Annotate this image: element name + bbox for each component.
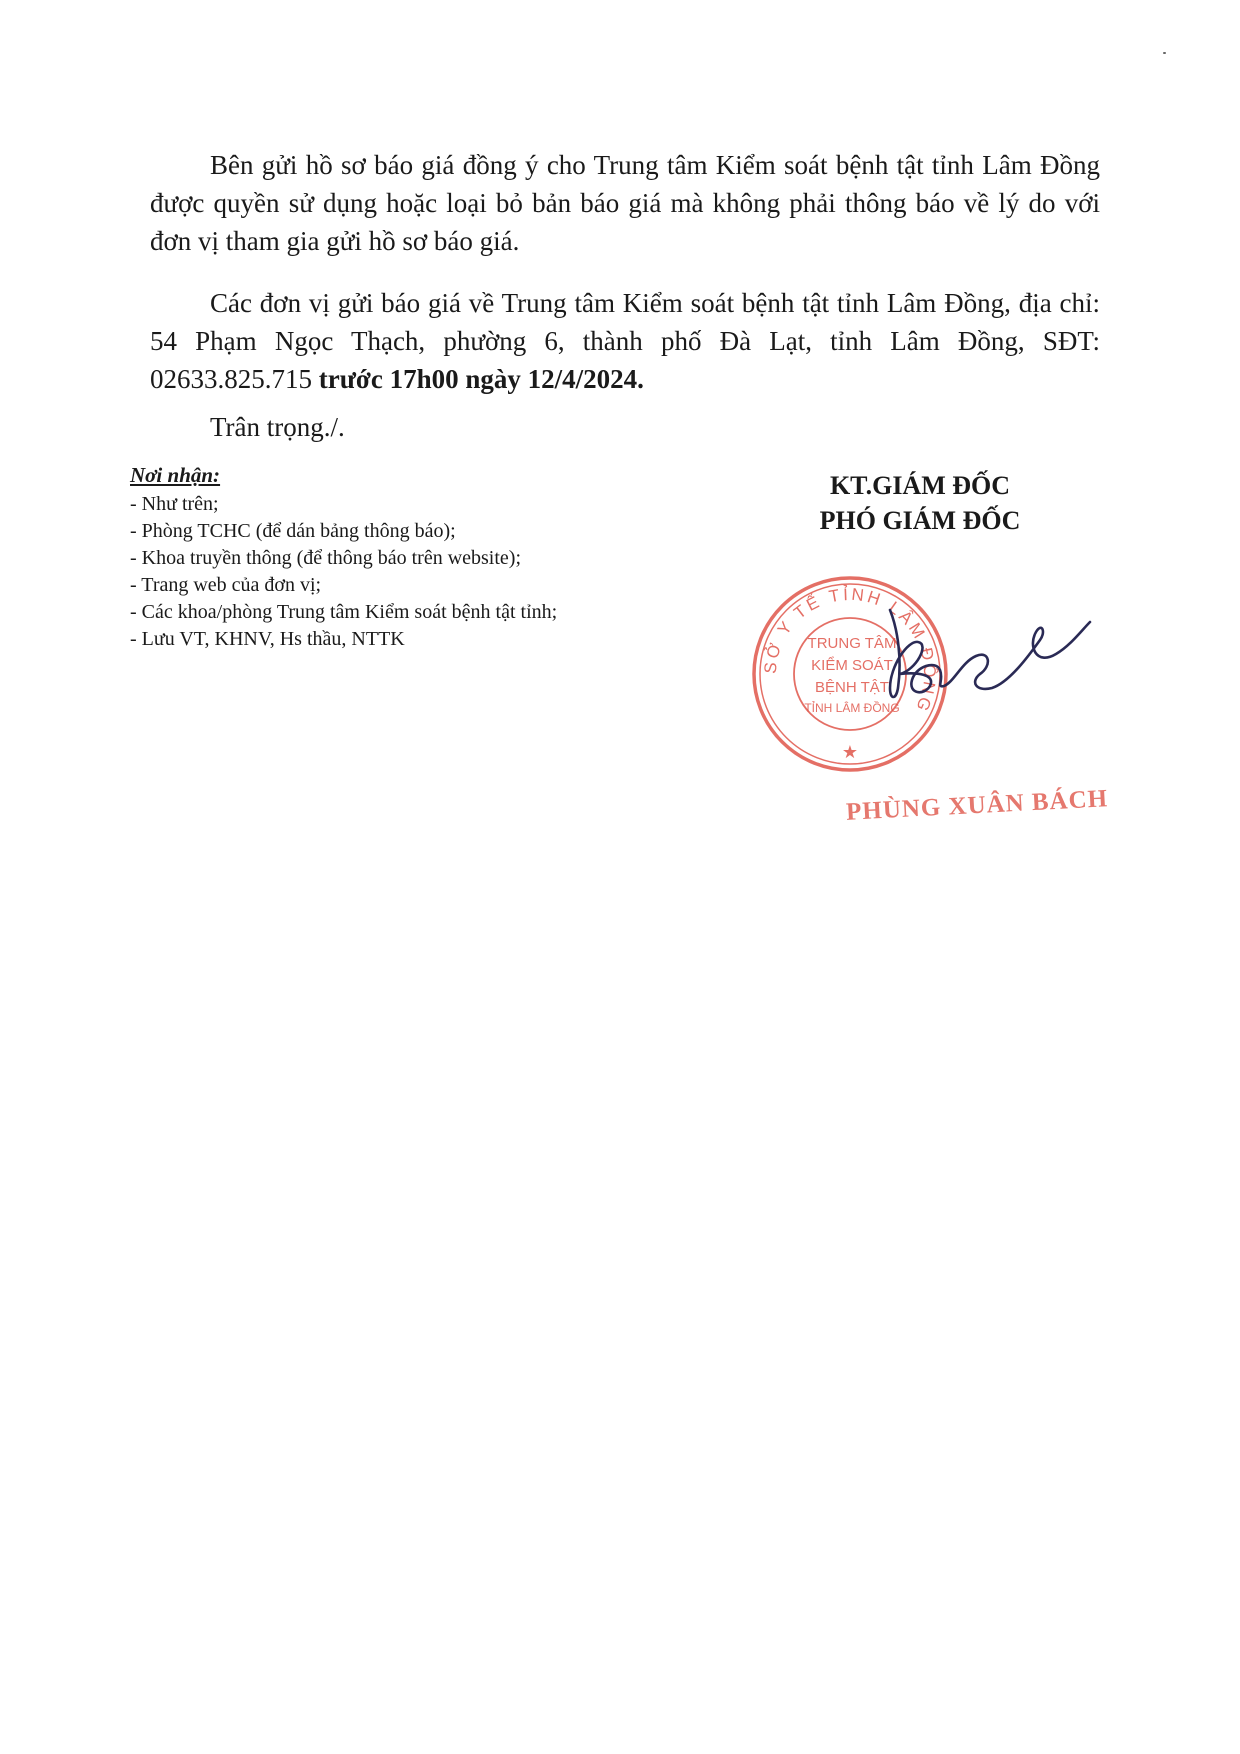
svg-text:★: ★ — [841, 742, 859, 762]
recipients-block — [130, 462, 690, 653]
paragraph-submission-text: Các đơn vị gửi báo giá về Trung tâm Kiểm soát bệnh tật tỉnh Lâm Đồng, địa chỉ: 54 Phạm Ngọc Thạch, phường 6, thành phố Đà Lạt, tỉnh Lâm Đồng, SĐT: 02633.825.715 — [150, 288, 1100, 394]
recipient-item: - Các khoa/phòng Trung tâm Kiểm soát bệnh tật tỉnh; — [130, 601, 558, 623]
seal-inner-line: KIỂM SOÁT — [811, 657, 893, 674]
deadline-text: trước 17h00 ngày 12/4/2024. — [318, 364, 644, 394]
stamp-and-signature — [740, 570, 1100, 800]
scan-speck — [1163, 52, 1166, 54]
seal-outer-text: SỞ Y TẾ TỈNH LÂM ĐỒNG — [760, 584, 940, 717]
signer-title-line-2: PHÓ GIÁM ĐỐC — [819, 506, 1021, 535]
signer-title-line-1: KT.GIÁM ĐỐC — [829, 471, 1011, 500]
seal-inner-line: TRUNG TÂM — [807, 635, 897, 652]
paragraph-submission — [150, 284, 1100, 398]
signer-name: PHÙNG XUÂN BÁCH — [845, 785, 1109, 826]
signer-title-block — [760, 468, 1080, 538]
seal-inner-line: BỆNH TẬT — [815, 679, 889, 696]
recipient-item: - Như trên; — [130, 493, 219, 515]
recipient-item: - Phòng TCHC (để dán bảng thông báo); — [130, 520, 456, 542]
recipients-list — [130, 491, 690, 653]
recipients-heading: Nơi nhận: — [130, 463, 221, 487]
paragraph-consent-text: Bên gửi hồ sơ báo giá đồng ý cho Trung tâm Kiểm soát bệnh tật tỉnh Lâm Đồng được quyền sử dụng hoặc loại bỏ bản báo giá mà không phải thông báo về lý do với đơn vị tham gia gửi hồ sơ báo giá. — [150, 150, 1100, 256]
official-seal-icon — [740, 570, 1100, 800]
recipient-item: - Lưu VT, KHNV, Hs thầu, NTTK — [130, 628, 405, 650]
seal-inner-line: TỈNH LÂM ĐỒNG — [804, 701, 900, 715]
paragraph-consent — [150, 146, 1100, 260]
recipient-item: - Khoa truyền thông (để thông báo trên website); — [130, 547, 522, 569]
recipient-item: - Trang web của đơn vị; — [130, 574, 322, 596]
closing-text: Trân trọng./. — [210, 412, 345, 442]
